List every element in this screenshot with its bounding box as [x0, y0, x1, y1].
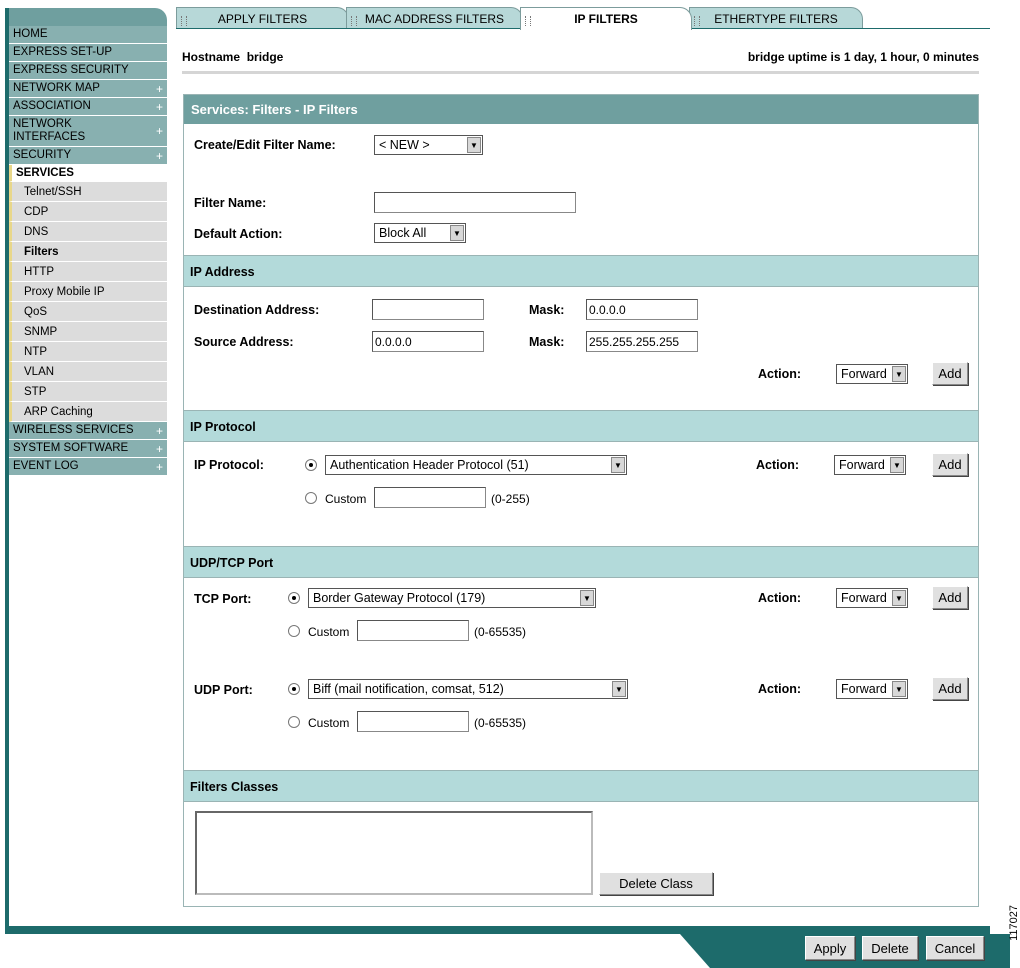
sidebar-sub-dns[interactable]: DNS [9, 222, 167, 242]
filters-classes-listbox[interactable] [195, 811, 593, 895]
udp-port-custom-input[interactable] [357, 711, 469, 732]
sidebar-sub-snmp[interactable]: SNMP [9, 322, 167, 342]
dropdown-arrow-icon: ▼ [892, 366, 906, 382]
dropdown-arrow-icon: ▼ [890, 457, 904, 473]
expand-icon: + [155, 99, 163, 114]
grip-icon [351, 16, 357, 26]
source-mask-input[interactable] [586, 331, 698, 352]
udp-port-radio-preset[interactable] [288, 683, 300, 695]
tcp-port-custom-input[interactable] [357, 620, 469, 641]
sidebar-sub-filters[interactable]: Filters [9, 242, 167, 262]
sidebar-item-security[interactable]: SECURITY + [9, 147, 167, 165]
host-header [182, 50, 979, 64]
destination-mask-label: Mask: [529, 303, 565, 317]
panel-title: Services: Filters - IP Filters [184, 95, 978, 124]
sidebar-nav [9, 26, 167, 476]
grip-icon [525, 16, 531, 26]
delete-class-button[interactable]: Delete Class [599, 872, 713, 895]
destination-mask-input[interactable] [586, 299, 698, 320]
dropdown-arrow-icon: ▼ [467, 137, 481, 153]
sidebar-item-wireless-services[interactable]: WIRELESS SERVICES + [9, 422, 167, 440]
sidebar-item-event-log[interactable]: EVENT LOG + [9, 458, 167, 476]
destination-address-label: Destination Address: [194, 303, 320, 317]
tcp-port-label: TCP Port: [194, 592, 252, 606]
create-edit-label: Create/Edit Filter Name: [194, 138, 336, 152]
expand-icon: + [155, 459, 163, 474]
sidebar-item-home[interactable]: HOME [9, 26, 167, 44]
default-action-select[interactable]: Block All ▼ [374, 223, 466, 243]
frame-bottom [5, 926, 990, 934]
ip-protocol-custom-label: Custom [325, 492, 367, 506]
filter-name-input[interactable] [374, 192, 576, 213]
header-divider [182, 71, 979, 74]
tcp-port-add-button[interactable]: Add [932, 586, 968, 609]
tcp-port-range: (0-65535) [474, 625, 527, 639]
expand-icon: + [155, 423, 163, 438]
ip-protocol-select[interactable]: Authentication Header Protocol (51) ▼ [325, 455, 627, 475]
grip-icon [694, 16, 700, 26]
figure-number: 117027 [1008, 905, 1020, 941]
ip-address-add-button[interactable]: Add [932, 362, 968, 385]
udp-port-radio-custom[interactable] [288, 716, 300, 728]
source-address-input[interactable] [372, 331, 484, 352]
tcp-port-custom-label: Custom [308, 625, 350, 639]
tcp-port-radio-custom[interactable] [288, 625, 300, 637]
udp-port-select[interactable]: Biff (mail notification, comsat, 512) ▼ [308, 679, 628, 699]
udp-port-custom-label: Custom [308, 716, 350, 730]
create-edit-filter-select[interactable]: < NEW > ▼ [374, 135, 483, 155]
expand-icon: + [155, 148, 163, 163]
hostname: Hostname bridge [182, 50, 284, 64]
ip-protocol-section-header: IP Protocol [184, 410, 978, 442]
ip-protocol-radio-custom[interactable] [305, 492, 317, 504]
tab-ip-filters[interactable]: IP FILTERS [520, 7, 692, 30]
ip-address-action-label: Action: [758, 367, 802, 381]
sidebar-sub-qos[interactable]: QoS [9, 302, 167, 322]
ip-address-action-select[interactable]: Forward ▼ [836, 364, 908, 384]
destination-address-input[interactable] [372, 299, 484, 320]
grip-icon [181, 16, 187, 26]
sidebar-item-network-map[interactable]: NETWORK MAP + [9, 80, 167, 98]
sidebar-item-system-software[interactable]: SYSTEM SOFTWARE + [9, 440, 167, 458]
tcp-port-select[interactable]: Border Gateway Protocol (179) ▼ [308, 588, 596, 608]
ip-protocol-radio-preset[interactable] [305, 459, 317, 471]
ip-protocol-action-select[interactable]: Forward ▼ [834, 455, 906, 475]
cancel-button[interactable]: Cancel [926, 936, 984, 960]
filter-name-label: Filter Name: [194, 196, 267, 210]
filters-classes-section-header: Filters Classes [184, 770, 978, 802]
dropdown-arrow-icon: ▼ [892, 590, 906, 606]
sidebar-item-association[interactable]: ASSOCIATION + [9, 98, 167, 116]
ip-address-section-header: IP Address [184, 255, 978, 287]
ip-protocol-add-button[interactable]: Add [932, 453, 968, 476]
expand-icon: + [155, 441, 163, 456]
sidebar-sub-cdp[interactable]: CDP [9, 202, 167, 222]
source-mask-label: Mask: [529, 335, 565, 349]
udp-tcp-section-header: UDP/TCP Port [184, 546, 978, 578]
sidebar-sub-http[interactable]: HTTP [9, 262, 167, 282]
sidebar-sub-proxy-mobile-ip[interactable]: Proxy Mobile IP [9, 282, 167, 302]
ip-protocol-custom-input[interactable] [374, 487, 486, 508]
sidebar-sub-vlan[interactable]: VLAN [9, 362, 167, 382]
dropdown-arrow-icon: ▼ [892, 681, 906, 697]
sidebar-item-services[interactable]: SERVICES [9, 165, 167, 182]
tcp-port-action-label: Action: [758, 591, 802, 605]
tcp-port-action-select[interactable]: Forward ▼ [836, 588, 908, 608]
dropdown-arrow-icon: ▼ [611, 457, 625, 473]
default-action-label: Default Action: [194, 227, 283, 241]
sidebar-sub-stp[interactable]: STP [9, 382, 167, 402]
sidebar-item-express-setup[interactable]: EXPRESS SET-UP [9, 44, 167, 62]
sidebar-sub-ntp[interactable]: NTP [9, 342, 167, 362]
tab-mac-address-filters[interactable]: MAC ADDRESS FILTERS [346, 7, 523, 29]
udp-port-range: (0-65535) [474, 716, 527, 730]
dropdown-arrow-icon: ▼ [450, 225, 464, 241]
sidebar-sub-telnet-ssh[interactable]: Telnet/SSH [9, 182, 167, 202]
sidebar-item-express-security[interactable]: EXPRESS SECURITY [9, 62, 167, 80]
source-address-label: Source Address: [194, 335, 294, 349]
dropdown-arrow-icon: ▼ [580, 590, 594, 606]
tab-apply-filters[interactable]: APPLY FILTERS [176, 7, 349, 29]
udp-port-action-label: Action: [758, 682, 802, 696]
ip-filters-panel [183, 94, 979, 907]
expand-icon: + [155, 81, 163, 96]
dropdown-arrow-icon: ▼ [612, 681, 626, 697]
udp-port-add-button[interactable]: Add [932, 677, 968, 700]
sidebar-sub-arp-caching[interactable]: ARP Caching [9, 402, 167, 422]
udp-port-action-select[interactable]: Forward ▼ [836, 679, 908, 699]
delete-button[interactable]: Delete [862, 936, 918, 960]
tcp-port-radio-preset[interactable] [288, 592, 300, 604]
ip-protocol-range: (0-255) [491, 492, 530, 506]
apply-button[interactable]: Apply [805, 936, 855, 960]
ip-protocol-label: IP Protocol: [194, 458, 264, 472]
udp-port-label: UDP Port: [194, 683, 253, 697]
expand-icon: + [155, 124, 163, 138]
sidebar-item-network-interfaces[interactable]: NETWORK INTERFACES + [9, 116, 167, 147]
tab-ethertype-filters[interactable]: ETHERTYPE FILTERS [689, 7, 863, 29]
uptime-text: bridge uptime is 1 day, 1 hour, 0 minutes [747, 50, 979, 64]
frame-corner [5, 8, 167, 26]
ip-protocol-action-label: Action: [756, 458, 800, 472]
